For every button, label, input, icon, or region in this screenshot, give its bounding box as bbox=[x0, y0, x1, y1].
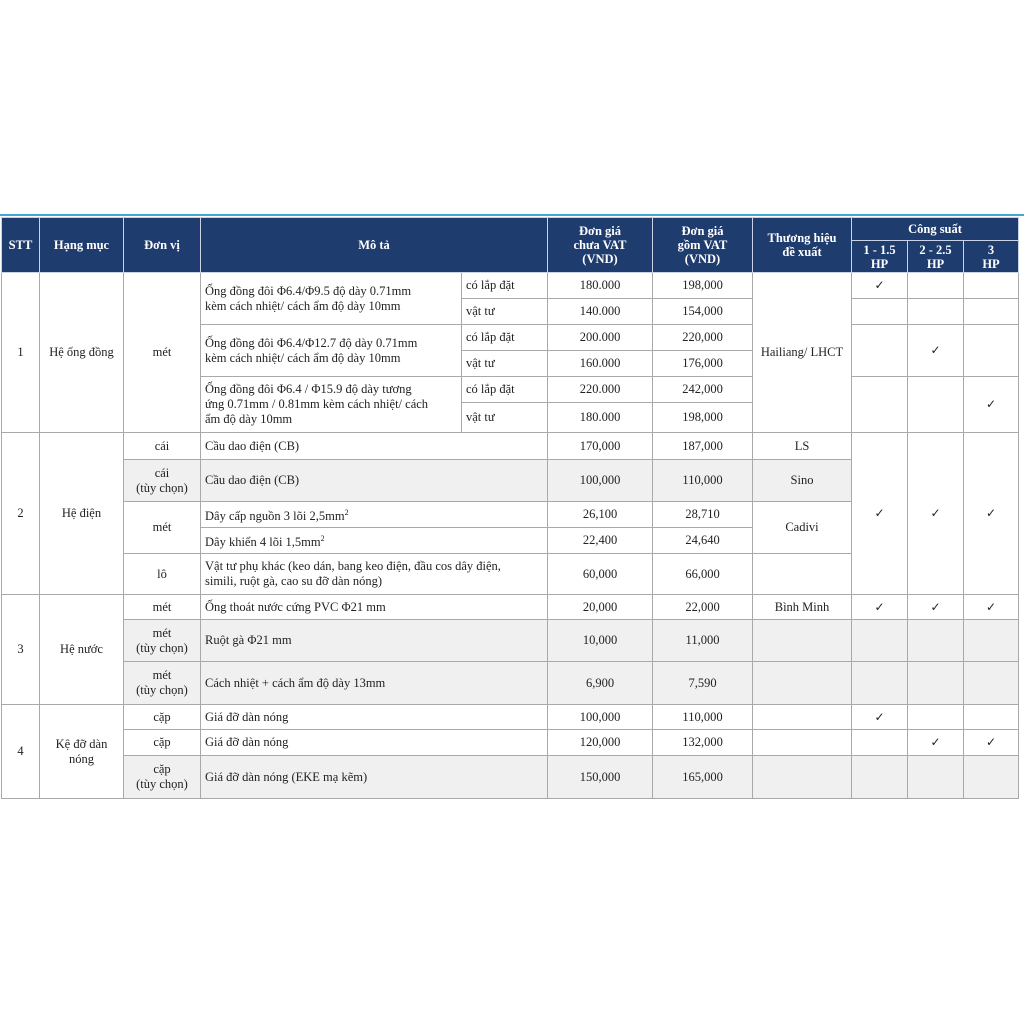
check-icon: ✓ bbox=[930, 735, 941, 749]
empty-cell bbox=[852, 325, 908, 377]
category-cell: Hệ nước bbox=[40, 595, 124, 705]
price-incl-vat: 110,000 bbox=[653, 460, 753, 502]
check-cell bbox=[964, 377, 1019, 433]
unit-cell: lô bbox=[124, 554, 201, 595]
check-icon: ✓ bbox=[874, 278, 885, 292]
price-excl-vat: 60,000 bbox=[548, 554, 653, 595]
unit-cell: cặp bbox=[124, 705, 201, 730]
empty-cell bbox=[908, 756, 964, 799]
price-excl-vat: 22,400 bbox=[548, 528, 653, 554]
brand-cell: Sino bbox=[753, 460, 852, 502]
check-cell bbox=[852, 273, 908, 299]
description-cell: Giá đỡ dàn nóng (EKE mạ kẽm) bbox=[201, 756, 548, 799]
check-cell bbox=[908, 433, 964, 595]
brand-cell bbox=[753, 554, 852, 595]
check-cell bbox=[852, 433, 908, 595]
description-cell: Ống thoát nước cứng PVC Φ21 mm bbox=[201, 595, 548, 620]
check-cell bbox=[964, 730, 1019, 756]
empty-cell bbox=[908, 299, 964, 325]
header-thuong-hieu: Thương hiệu đề xuất bbox=[753, 218, 852, 273]
empty-cell bbox=[908, 620, 964, 662]
header-gia-chua-vat: Đơn giá chưa VAT (VND) bbox=[548, 218, 653, 273]
price-incl-vat: 242,000 bbox=[653, 377, 753, 403]
price-excl-vat: 120,000 bbox=[548, 730, 653, 756]
price-excl-vat: 10,000 bbox=[548, 620, 653, 662]
unit-cell: cặp bbox=[124, 730, 201, 756]
empty-cell bbox=[908, 662, 964, 705]
sub-type-cell: có lắp đặt bbox=[462, 325, 548, 351]
unit-cell: mét (tùy chọn) bbox=[124, 620, 201, 662]
check-icon: ✓ bbox=[985, 735, 997, 749]
check-cell bbox=[964, 595, 1019, 620]
check-icon: ✓ bbox=[985, 506, 997, 520]
empty-cell bbox=[852, 730, 908, 756]
description-cell: Ống đồng đôi Φ6.4/Φ9.5 độ dày 0.71mm kèm cách nhiệt/ cách ẩm độ dày 10mm bbox=[201, 273, 462, 325]
price-incl-vat: 198,000 bbox=[653, 273, 753, 299]
table-row bbox=[2, 620, 1019, 662]
price-incl-vat: 132,000 bbox=[653, 730, 753, 756]
price-incl-vat: 24,640 bbox=[653, 528, 753, 554]
check-icon: ✓ bbox=[874, 709, 885, 724]
description-cell: Ruột gà Φ21 mm bbox=[201, 620, 548, 662]
header-cs-1-1.5: 1 - 1.5 HP bbox=[852, 241, 908, 273]
header-don-vi: Đơn vị bbox=[124, 218, 201, 273]
unit-cell: cặp (tùy chọn) bbox=[124, 756, 201, 799]
category-cell: Hệ ống đồng bbox=[40, 273, 124, 433]
price-excl-vat: 100,000 bbox=[548, 460, 653, 502]
description-cell: Cách nhiệt + cách ẩm độ dày 13mm bbox=[201, 662, 548, 705]
description-cell: Cầu dao điện (CB) bbox=[201, 433, 548, 460]
price-incl-vat: 7,590 bbox=[653, 662, 753, 705]
price-excl-vat: 170,000 bbox=[548, 433, 653, 460]
price-excl-vat: 180.000 bbox=[548, 403, 653, 433]
empty-cell bbox=[753, 662, 852, 705]
table-row bbox=[2, 730, 1019, 756]
price-excl-vat: 220.000 bbox=[548, 377, 653, 403]
price-incl-vat: 165,000 bbox=[653, 756, 753, 799]
price-incl-vat: 187,000 bbox=[653, 433, 753, 460]
check-cell bbox=[852, 595, 908, 620]
price-incl-vat: 66,000 bbox=[653, 554, 753, 595]
empty-cell bbox=[964, 273, 1019, 299]
check-icon: ✓ bbox=[930, 506, 941, 520]
check-icon: ✓ bbox=[874, 506, 885, 520]
brand-cell: LS bbox=[753, 433, 852, 460]
brand-cell bbox=[753, 730, 852, 756]
empty-cell bbox=[964, 299, 1019, 325]
top-accent-line bbox=[0, 214, 1024, 216]
category-cell: Hệ điện bbox=[40, 433, 124, 595]
empty-cell bbox=[852, 377, 908, 433]
unit-cell: mét (tùy chọn) bbox=[124, 662, 201, 705]
price-excl-vat: 20,000 bbox=[548, 595, 653, 620]
check-cell bbox=[852, 705, 908, 730]
price-excl-vat: 140.000 bbox=[548, 299, 653, 325]
stt-cell: 2 bbox=[2, 433, 40, 595]
header-mo-ta: Mô tả bbox=[201, 218, 548, 273]
empty-cell bbox=[964, 756, 1019, 799]
table-row bbox=[2, 273, 1019, 299]
sub-type-cell: vật tư bbox=[462, 403, 548, 433]
price-incl-vat: 220,000 bbox=[653, 325, 753, 351]
description-cell: Cầu dao điện (CB) bbox=[201, 460, 548, 502]
description-cell: Giá đỡ dàn nóng bbox=[201, 705, 548, 730]
check-icon: ✓ bbox=[930, 343, 941, 357]
description-cell: Giá đỡ dàn nóng bbox=[201, 730, 548, 756]
unit-cell: mét bbox=[124, 273, 201, 433]
check-cell bbox=[908, 730, 964, 756]
price-excl-vat: 160.000 bbox=[548, 351, 653, 377]
header-cong-suat: Công suất bbox=[852, 218, 1019, 241]
empty-cell bbox=[964, 705, 1019, 730]
table-row bbox=[2, 705, 1019, 730]
description-cell: Vật tư phụ khác (keo dán, bang keo điện, đầu cos dây điện, simili, ruột gà, cao su đỡ dàn nóng) bbox=[201, 554, 548, 595]
check-cell bbox=[908, 595, 964, 620]
unit-cell: mét bbox=[124, 595, 201, 620]
check-cell bbox=[908, 325, 964, 377]
check-icon: ✓ bbox=[985, 397, 997, 411]
table-row bbox=[2, 662, 1019, 705]
empty-cell bbox=[908, 377, 964, 433]
empty-cell bbox=[908, 273, 964, 299]
brand-cell: Bình Minh bbox=[753, 595, 852, 620]
stt-cell: 3 bbox=[2, 595, 40, 705]
table-body bbox=[2, 273, 1019, 799]
price-incl-vat: 198,000 bbox=[653, 403, 753, 433]
check-cell bbox=[964, 433, 1019, 595]
stt-cell: 1 bbox=[2, 273, 40, 433]
empty-cell bbox=[964, 325, 1019, 377]
brand-cell: Hailiang/ LHCT bbox=[753, 273, 852, 433]
table-row bbox=[2, 433, 1019, 460]
empty-cell bbox=[852, 756, 908, 799]
empty-cell bbox=[852, 620, 908, 662]
table-row bbox=[2, 756, 1019, 799]
price-excl-vat: 26,100 bbox=[548, 502, 653, 528]
price-excl-vat: 180.000 bbox=[548, 273, 653, 299]
price-excl-vat: 6,900 bbox=[548, 662, 653, 705]
table-header bbox=[2, 218, 1019, 273]
empty-cell bbox=[852, 299, 908, 325]
unit-cell: mét bbox=[124, 502, 201, 554]
empty-cell bbox=[852, 662, 908, 705]
check-icon: ✓ bbox=[985, 599, 997, 614]
sub-type-cell: có lắp đặt bbox=[462, 273, 548, 299]
sub-type-cell: vật tư bbox=[462, 351, 548, 377]
price-incl-vat: 22,000 bbox=[653, 595, 753, 620]
header-hang-muc: Hạng mục bbox=[40, 218, 124, 273]
sub-type-cell: có lắp đặt bbox=[462, 377, 548, 403]
header-gia-gom-vat: Đơn giá gồm VAT (VND) bbox=[653, 218, 753, 273]
unit-cell: cái (tùy chọn) bbox=[124, 460, 201, 502]
description-cell: Ống đồng đôi Φ6.4 / Φ15.9 độ dày tương ứng 0.71mm / 0.81mm kèm cách nhiệt/ cách ẩm độ dày 10mm bbox=[201, 377, 462, 433]
check-icon: ✓ bbox=[930, 599, 941, 614]
sub-type-cell: vật tư bbox=[462, 299, 548, 325]
table-row bbox=[2, 595, 1019, 620]
brand-cell bbox=[753, 756, 852, 799]
price-table bbox=[1, 217, 1019, 799]
header-cs-3: 3 HP bbox=[964, 241, 1019, 273]
price-incl-vat: 110,000 bbox=[653, 705, 753, 730]
price-incl-vat: 28,710 bbox=[653, 502, 753, 528]
price-incl-vat: 176,000 bbox=[653, 351, 753, 377]
description-cell: Dây khiển 4 lõi $1,5mm^2$ bbox=[201, 528, 548, 554]
empty-cell bbox=[964, 620, 1019, 662]
empty-cell bbox=[908, 705, 964, 730]
category-cell: Kệ đỡ dàn nóng bbox=[40, 705, 124, 799]
check-icon: ✓ bbox=[874, 599, 885, 614]
empty-cell bbox=[964, 662, 1019, 705]
price-excl-vat: 150,000 bbox=[548, 756, 653, 799]
price-incl-vat: 11,000 bbox=[653, 620, 753, 662]
stt-cell: 4 bbox=[2, 705, 40, 799]
brand-cell: Cadivi bbox=[753, 502, 852, 554]
header-cs-2-2.5: 2 - 2.5 HP bbox=[908, 241, 964, 273]
price-excl-vat: 100,000 bbox=[548, 705, 653, 730]
unit-cell: cái bbox=[124, 433, 201, 460]
price-incl-vat: 154,000 bbox=[653, 299, 753, 325]
description-cell: Ống đồng đôi Φ6.4/Φ12.7 độ dày 0.71mm kèm cách nhiệt/ cách ẩm độ dày 10mm bbox=[201, 325, 462, 377]
empty-cell bbox=[753, 620, 852, 662]
price-excl-vat: 200.000 bbox=[548, 325, 653, 351]
brand-cell bbox=[753, 705, 852, 730]
description-cell: Dây cấp nguồn 3 lõi $2,5mm^2$ bbox=[201, 502, 548, 528]
header-stt: STT bbox=[2, 218, 40, 273]
